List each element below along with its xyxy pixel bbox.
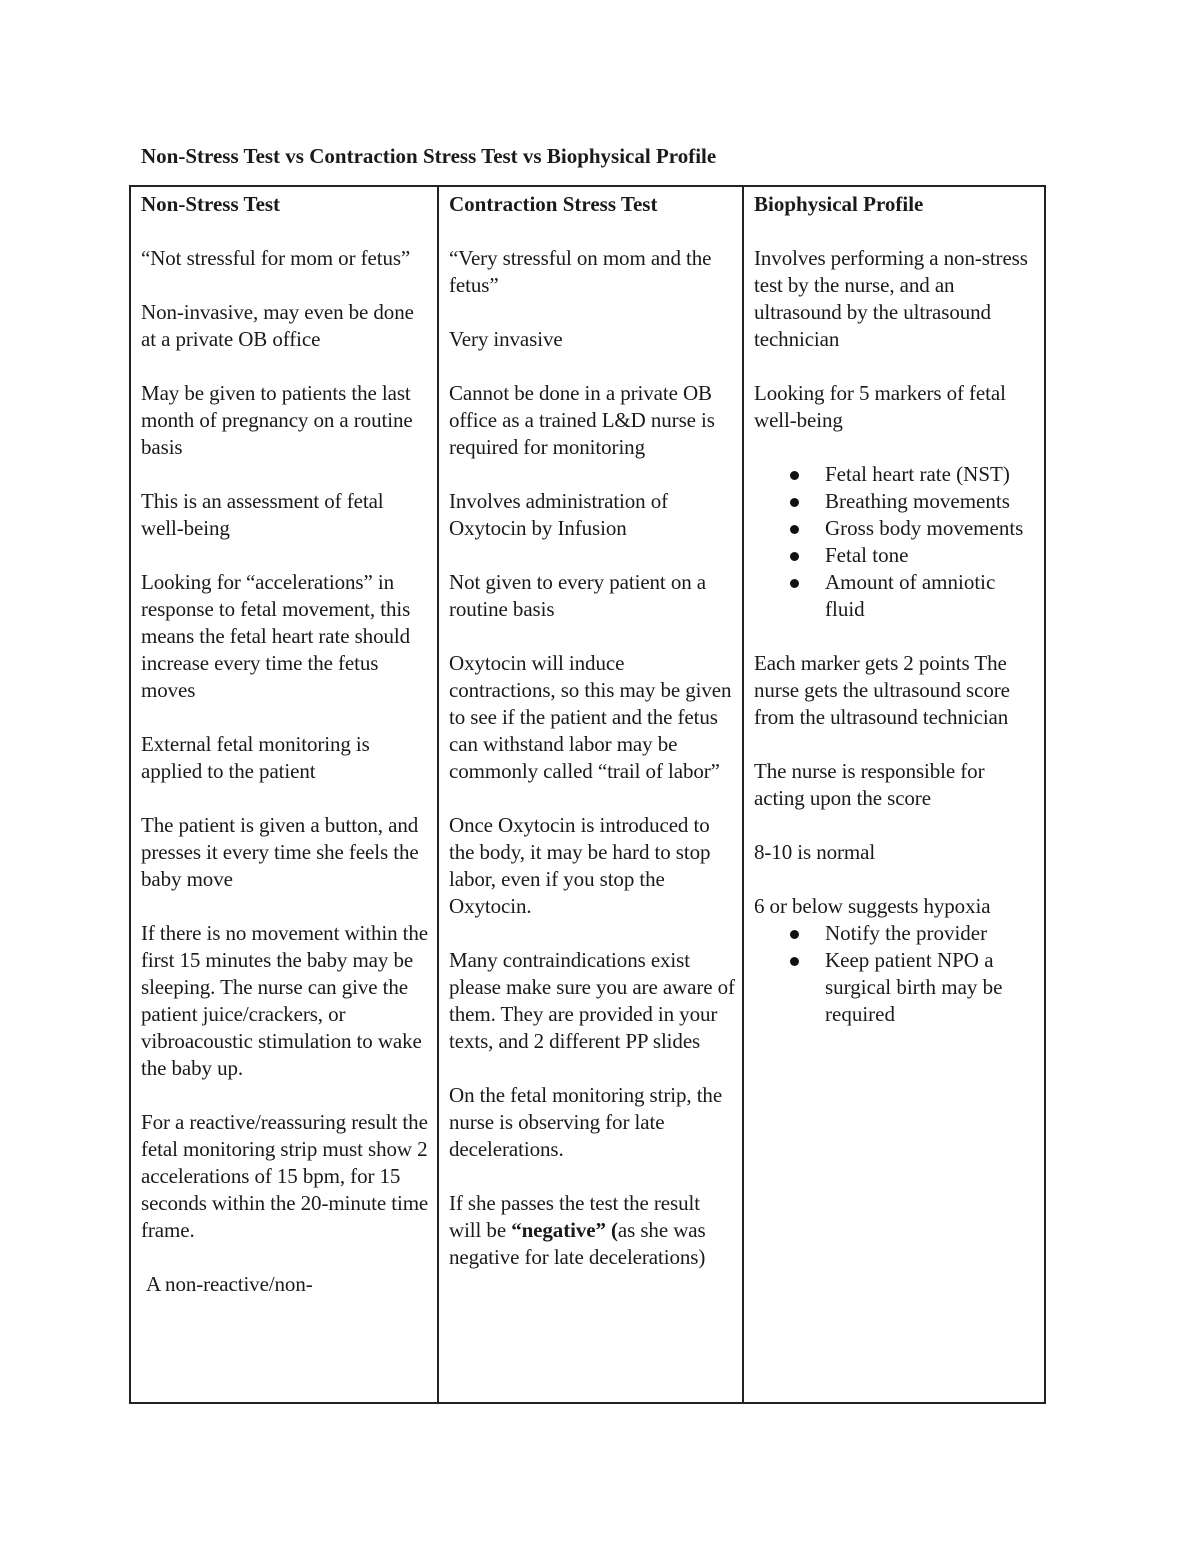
- column-heading: Biophysical Profile: [754, 192, 924, 216]
- list-item: [754, 488, 1038, 515]
- paragraph: Once Oxytocin is introduced to the body, it may be hard to stop labor, even if you stop the Oxytocin.: [449, 813, 711, 918]
- list-item-text: Amount of amniotic fluid: [825, 570, 996, 621]
- column-non-stress-test: [131, 187, 437, 1402]
- list-item: [754, 542, 1038, 569]
- list-item: [754, 461, 1038, 488]
- bullet-icon: [790, 471, 799, 480]
- text-run: If she passes the test the result will be: [449, 1191, 700, 1242]
- paragraph: 6 or below suggests hypoxia: [754, 894, 991, 918]
- list-item-text: Fetal heart rate (NST): [825, 462, 1010, 486]
- list-item: [754, 947, 1038, 1028]
- negative-result-paragraph: [449, 1190, 736, 1271]
- paragraph: If there is no movement within the first 15 minutes the baby may be sleeping. The nurse can give the patient juice/crackers, or vibroacoustic stimulation to wake the baby up.: [141, 921, 429, 1080]
- paragraph: For a reactive/reassuring result the fetal monitoring strip must show 2 accelerations of 15 bpm, for 15 seconds within the 20-minute time frame.: [141, 1110, 429, 1242]
- comparison-table: [129, 185, 1046, 1404]
- paragraph: Oxytocin will induce contractions, so this may be given to see if the patient and the fetus can withstand labor may be commonly called “trail of labor”: [449, 651, 732, 783]
- paragraph: “Not stressful for mom or fetus”: [141, 246, 411, 270]
- paragraph: The nurse is responsible for acting upon the score: [754, 759, 985, 810]
- paragraph: A non-reactive/non-: [146, 1272, 313, 1296]
- paragraph: This is an assessment of fetal well-being: [141, 489, 384, 540]
- marker-list: [754, 461, 1038, 623]
- paragraph: Each marker gets 2 points The nurse gets the ultrasound score from the ultrasound technician: [754, 651, 1010, 729]
- paragraph: External fetal monitoring is applied to the patient: [141, 732, 370, 783]
- paragraph: Very invasive: [449, 327, 563, 351]
- list-item: [754, 515, 1038, 542]
- column-contraction-stress-test: [437, 187, 742, 1402]
- hypoxia-action-list: [754, 920, 1038, 1028]
- list-item: [754, 920, 1038, 947]
- column-heading: Non-Stress Test: [141, 192, 281, 216]
- bullet-icon: [790, 498, 799, 507]
- paragraph: Many contraindications exist please make sure you are aware of them. They are provided in your texts, and 2 different PP slides: [449, 948, 735, 1053]
- list-item-text: Breathing movements: [825, 489, 1010, 513]
- paragraph: Looking for 5 markers of fetal well-being: [754, 381, 1006, 432]
- column-heading: Contraction Stress Test: [449, 192, 658, 216]
- paragraph: 8-10 is normal: [754, 840, 876, 864]
- paragraph: May be given to patients the last month of pregnancy on a routine basis: [141, 381, 413, 459]
- bullet-icon: [790, 579, 799, 588]
- paragraph: Looking for “accelerations” in response to fetal movement, this means the fetal heart rate should increase every time the fetus moves: [141, 570, 411, 702]
- bullet-icon: [790, 525, 799, 534]
- paragraph: Cannot be done in a private OB office as a trained L&D nurse is required for monitoring: [449, 381, 715, 459]
- paragraph: Not given to every patient on a routine basis: [449, 570, 706, 621]
- paragraph: On the fetal monitoring strip, the nurse is observing for late decelerations.: [449, 1083, 723, 1161]
- list-item: [754, 569, 1038, 623]
- document-title: Non-Stress Test vs Contraction Stress Test vs Biophysical Profile: [141, 144, 717, 168]
- text-run: as she was negative for late decelerations): [449, 1218, 706, 1269]
- list-item-text: Fetal tone: [825, 543, 909, 567]
- bullet-icon: [790, 552, 799, 561]
- bullet-icon: [790, 957, 799, 966]
- paragraph: The patient is given a button, and presses it every time she feels the baby move: [141, 813, 419, 891]
- column-biophysical-profile: [742, 187, 1044, 1402]
- paragraph: Involves performing a non-stress test by the nurse, and an ultrasound by the ultrasound technician: [754, 246, 1028, 351]
- paragraph: “Very stressful on mom and the fetus”: [449, 246, 712, 297]
- bullet-icon: [790, 930, 799, 939]
- list-item-text: Notify the provider: [825, 921, 988, 945]
- paragraph: Non-invasive, may even be done at a private OB office: [141, 300, 414, 351]
- paragraph: Involves administration of Oxytocin by Infusion: [449, 489, 669, 540]
- list-item-text: Keep patient NPO a surgical birth may be required: [825, 948, 1003, 1026]
- list-item-text: Gross body movements: [825, 516, 1024, 540]
- bold-text-run: “negative” (: [511, 1218, 618, 1242]
